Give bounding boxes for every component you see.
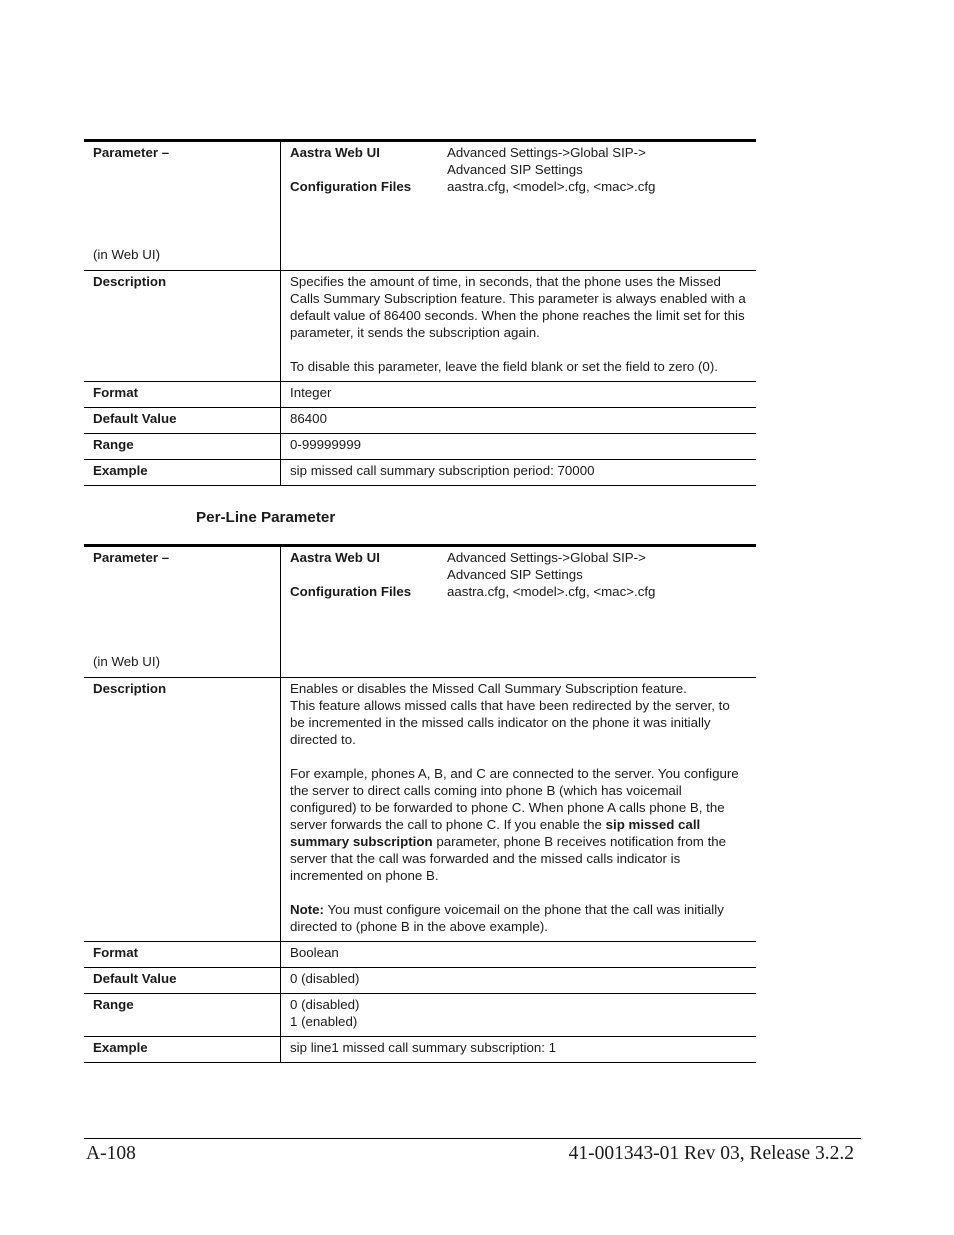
range-value: 0-99999999 (281, 434, 757, 460)
example-text: parameter, phone B receives notification from the server that the call was forwarded and the missed calls indicator is incremented on phone B. (290, 834, 727, 883)
description-paragraph: Specifies the amount of time, in seconds, that the phone uses the Missed Calls Summary Subscription feature. This parameter is always enabled with a default value of 86400 seconds. When the phone reaches the limit set for this parameter, it sends the subscription again. (290, 274, 746, 340)
range-row (84, 994, 756, 1037)
description-row (84, 271, 756, 382)
parameter-label-cell (84, 546, 281, 678)
note-label: Note: (290, 902, 324, 917)
range-label: Range (84, 994, 281, 1037)
range-value: 1 (enabled) (290, 1014, 358, 1029)
description-paragraph: To disable this parameter, leave the field blank or set the field to zero (0). (290, 359, 718, 374)
range-row (84, 434, 756, 460)
parameter-value-cell (281, 141, 757, 271)
example-text: For example, phones A, B, and C are connected to the server. You configure the server to direct calls coming into phone B (which has voicemail configured) to be forwarded to phone C. When phone A calls phone B, the server forwards the call to phone C. If you enable the (290, 766, 739, 832)
web-ui-value (447, 549, 748, 583)
per-line-parameter-table (84, 544, 756, 1063)
format-label: Format (84, 382, 281, 408)
format-row (84, 382, 756, 408)
web-ui-value (447, 144, 748, 178)
in-web-ui-label: (in Web UI) (93, 247, 160, 262)
description-label: Description (84, 271, 281, 382)
format-value: Boolean (281, 942, 757, 968)
description-cell (281, 678, 757, 942)
section-title: Per-Line Parameter (196, 509, 336, 526)
web-ui-path-line2: Advanced SIP Settings (447, 567, 583, 582)
description-cell (281, 271, 757, 382)
parameter-value-cell (281, 546, 757, 678)
parameter-row (84, 141, 756, 271)
default-value: 0 (disabled) (281, 968, 757, 994)
default-value-label: Default Value (84, 968, 281, 994)
config-files-key: Configuration Files (290, 584, 412, 599)
web-ui-key: Aastra Web UI (290, 145, 380, 160)
config-files-key: Configuration Files (290, 179, 412, 194)
web-ui-path-line1: Advanced Settings->Global SIP-> (447, 550, 646, 565)
range-value-cell (281, 994, 757, 1037)
description-example-paragraph (290, 765, 748, 884)
parameter-name-bold: sip missed call summary subscription (290, 817, 701, 849)
description-row (84, 678, 756, 942)
note-text: You must configure voicemail on the phone that the call was initially directed to (phone B in the above example). (290, 902, 724, 934)
example-label: Example (84, 460, 281, 486)
document-id: 41-001343-01 Rev 03, Release 3.2.2 (568, 1143, 854, 1164)
global-parameter-table (84, 139, 756, 486)
default-value: 86400 (281, 408, 757, 434)
parameter-label-cell (84, 141, 281, 271)
range-label: Range (84, 434, 281, 460)
format-row (84, 942, 756, 968)
config-files-value: aastra.cfg, <model>.cfg, <mac>.cfg (447, 179, 656, 194)
config-files-value: aastra.cfg, <model>.cfg, <mac>.cfg (447, 584, 656, 599)
example-row (84, 460, 756, 486)
description-line: Enables or disables the Missed Call Summary Subscription feature. (290, 681, 687, 696)
footer-rule (84, 1138, 861, 1139)
note-paragraph (290, 901, 748, 935)
parameter-keyvalues (290, 144, 748, 195)
example-value: sip line1 missed call summary subscription: 1 (281, 1037, 757, 1063)
web-ui-path-line2: Advanced SIP Settings (447, 162, 583, 177)
web-ui-path-line1: Advanced Settings->Global SIP-> (447, 145, 646, 160)
example-label: Example (84, 1037, 281, 1063)
parameter-row (84, 546, 756, 678)
default-value-row (84, 968, 756, 994)
example-row (84, 1037, 756, 1063)
description-paragraph: This feature allows missed calls that have been redirected by the server, to be incremented in the missed calls indicator on the phone it was initially directed to. (290, 698, 730, 747)
default-value-row (84, 408, 756, 434)
example-value: sip missed call summary subscription period: 70000 (281, 460, 757, 486)
parameter-label: Parameter – (93, 550, 170, 565)
format-label: Format (84, 942, 281, 968)
in-web-ui-label: (in Web UI) (93, 654, 160, 669)
default-value-label: Default Value (84, 408, 281, 434)
parameter-label: Parameter – (93, 145, 170, 160)
page-number: A-108 (86, 1143, 136, 1164)
range-value: 0 (disabled) (290, 997, 360, 1012)
parameter-keyvalues (290, 549, 748, 600)
description-label: Description (84, 678, 281, 942)
web-ui-key: Aastra Web UI (290, 550, 380, 565)
format-value: Integer (281, 382, 757, 408)
